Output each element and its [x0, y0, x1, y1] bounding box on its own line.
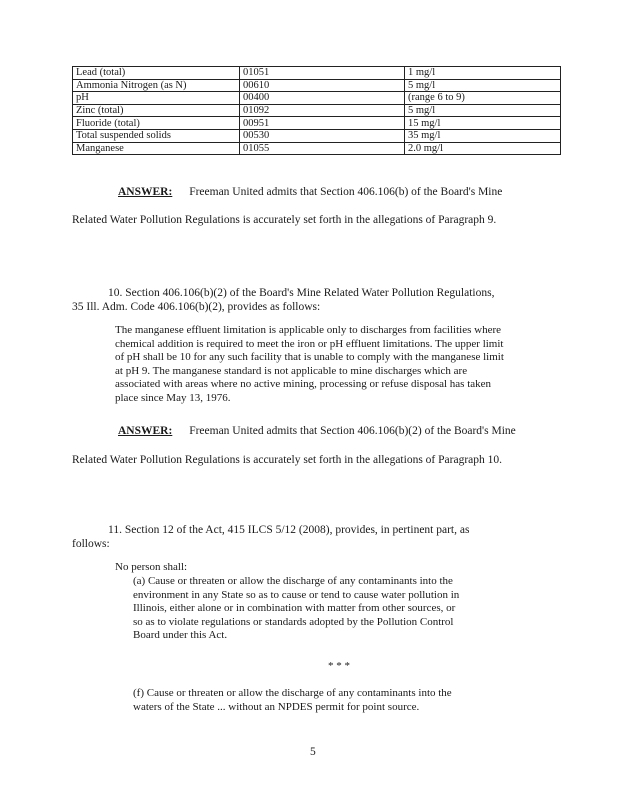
quote-line: Illinois, either alone or in combination with matter from other sources, or	[133, 602, 456, 615]
storet-code-cell: 00951	[240, 117, 405, 130]
quote-line: of pH shall be 10 for any such facility that is unable to comply with the manganese limit	[115, 351, 504, 364]
limit-cell: 5 mg/l	[405, 104, 561, 117]
quote-section-12-a	[133, 575, 459, 643]
table-row	[73, 67, 561, 80]
answer-9-line-1: ANSWER: Freeman United admits that Section 406.106(b) of the Board's Mine	[118, 186, 503, 198]
storet-code-cell: 01092	[240, 104, 405, 117]
paragraph-11-line-2: follows:	[72, 538, 110, 550]
parameter-cell: Zinc (total)	[73, 104, 240, 117]
storet-code-cell: 01055	[240, 142, 405, 155]
parameter-cell: Ammonia Nitrogen (as N)	[73, 79, 240, 92]
table-row	[73, 129, 561, 142]
paragraph-11-line-1: 11. Section 12 of the Act, 415 ILCS 5/12 (2008), provides, in pertinent part, as	[108, 524, 470, 536]
quote-line: so as to violate regulations or standards adopted by the Pollution Control	[133, 615, 454, 628]
parameter-cell: Fluoride (total)	[73, 117, 240, 130]
limit-cell: 15 mg/l	[405, 117, 561, 130]
limit-cell: 5 mg/l	[405, 79, 561, 92]
ellipsis-stars: * * *	[328, 660, 350, 672]
storet-code-cell: 01051	[240, 67, 405, 80]
quote-intro: No person shall:	[115, 561, 188, 573]
storet-code-cell: 00530	[240, 129, 405, 142]
page-number: 5	[310, 746, 316, 758]
quote-line: at pH 9. The manganese standard is not applicable to mine discharges which are	[115, 364, 468, 377]
answer-9-line-2: Related Water Pollution Regulations is accurately set forth in the allegations of Paragraph 9.	[72, 214, 497, 226]
quote-line: chemical addition is required to meet the iron or pH effluent limitations. The upper limit	[115, 337, 504, 350]
limit-cell: 2.0 mg/l	[405, 142, 561, 155]
effluent-limits-table	[72, 66, 561, 155]
parameter-cell: Manganese	[73, 142, 240, 155]
paragraph-10-line-2: 35 Ill. Adm. Code 406.106(b)(2), provides as follows:	[72, 301, 321, 313]
answer-label: ANSWER:	[118, 425, 173, 437]
table-row	[73, 142, 561, 155]
table-row	[73, 104, 561, 117]
parameter-cell: pH	[73, 92, 240, 105]
quote-line: environment in any State so as to cause or tend to cause water pollution in	[133, 588, 460, 601]
paragraph-10-line-1: 10. Section 406.106(b)(2) of the Board's Mine Related Water Pollution Regulations,	[108, 287, 495, 299]
quote-line: (a) Cause or threaten or allow the discharge of any contaminants into the	[133, 575, 453, 587]
quote-line: The manganese effluent limitation is applicable only to discharges from facilities where	[115, 324, 501, 336]
quote-line: waters of the State ... without an NPDES permit for point source.	[133, 700, 420, 713]
quote-406-106-b-2	[115, 324, 504, 406]
quote-line: associated with areas where no active mining, processing or refuse disposal has taken	[115, 378, 492, 391]
quote-section-12-f	[133, 687, 452, 714]
table-row	[73, 92, 561, 105]
parameter-cell: Total suspended solids	[73, 129, 240, 142]
answer-10-line-2: Related Water Pollution Regulations is accurately set forth in the allegations of Paragraph 10.	[72, 454, 502, 466]
storet-code-cell: 00400	[240, 92, 405, 105]
table-row	[73, 79, 561, 92]
quote-line: Board under this Act.	[133, 629, 228, 642]
answer-10-line-1: ANSWER: Freeman United admits that Section 406.106(b)(2) of the Board's Mine	[118, 425, 516, 437]
limit-cell: 1 mg/l	[405, 67, 561, 80]
quote-line: (f) Cause or threaten or allow the discharge of any contaminants into the	[133, 687, 452, 699]
limit-cell: (range 6 to 9)	[405, 92, 561, 105]
table-row	[73, 117, 561, 130]
quote-line: place since May 13, 1976.	[115, 391, 231, 404]
parameter-cell: Lead (total)	[73, 67, 240, 80]
storet-code-cell: 00610	[240, 79, 405, 92]
limit-cell: 35 mg/l	[405, 129, 561, 142]
answer-label: ANSWER:	[118, 186, 173, 198]
